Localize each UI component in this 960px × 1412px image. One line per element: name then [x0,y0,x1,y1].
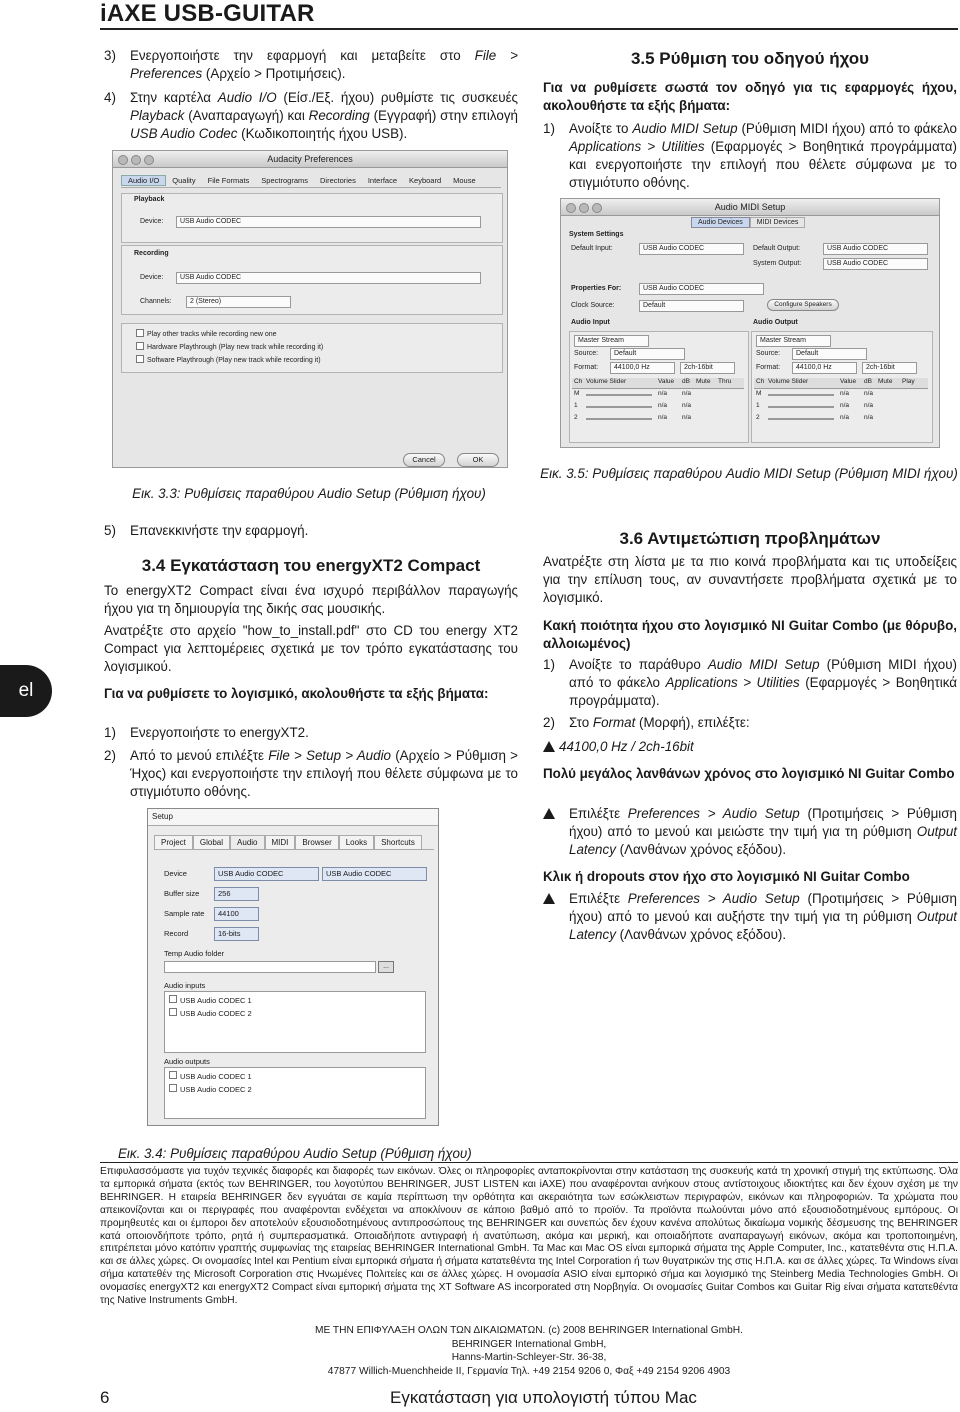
temp-folder-label: Temp Audio folder [164,949,225,958]
quality-step-1 [543,656,957,710]
step-text: Στο Format (Μορφή), επιλέξτε: [569,715,750,730]
format-label: Format: [574,364,599,371]
output-master-stream-select[interactable]: Master Stream [756,335,831,347]
quality-step-2 [543,714,957,732]
configure-speakers-button[interactable]: Configure Speakers [767,299,839,311]
window-title: Setup [148,809,438,826]
step-number: 1) [543,121,555,136]
window-titlebar [561,199,939,216]
address-line: Hanns-Martin-Schleyer-Str. 36-38, [451,1352,607,1363]
tab-audio[interactable]: Audio [230,835,264,849]
default-output-select[interactable]: USB Audio CODEC [823,243,928,255]
recording-group [121,245,503,315]
audacity-preferences-screenshot [112,150,508,468]
input-master-stream-select[interactable]: Master Stream [574,335,649,347]
output-channel-header: Ch Volume Slider Value dB Mute Play [754,378,928,389]
step-number: 2) [543,715,555,730]
header-rule [100,28,958,30]
playback-label: Playback [134,196,165,203]
record-label: Record [164,929,189,938]
output-channel-row: 2 n/a n/a [756,414,874,421]
source-label: Source: [574,350,599,357]
tab-keyboard[interactable]: Keyboard [409,176,442,185]
step-number: 4) [104,90,116,105]
triangle-bullet-icon [543,893,555,904]
channels-select[interactable]: 2 (Stereo) [186,296,291,308]
format-label: Format: [756,364,781,371]
step-text: Ανοίξτε το παράθυρο Audio MIDI Setup (Ρύθμιση MIDI ήχου) από το φάκελο Applications > Utilities (Εφαρμογές > Βοηθητικά προγράμματα). [569,657,957,708]
recording-label: Recording [134,250,169,257]
step-number: 5) [104,523,116,538]
record-bits-select[interactable]: 16-bits [214,927,259,941]
audio-input-item[interactable]: USB Audio CODEC 2 [165,1008,425,1018]
playback-group [121,193,503,243]
tab-looks[interactable]: Looks [339,835,374,849]
step-text: Ενεργοποιήστε την εφαρμογή και μεταβείτε στο File > Preferences (Αρχείο > Προτιμήσεις). [130,48,519,81]
device-label: Device: [140,274,164,281]
audio-midi-setup-screenshot [560,198,940,448]
bullet-text: Επιλέξτε Preferences > Audio Setup (Προτιμήσεις > Ρύθμιση ήχου) από το μενού και αυξήστε την τιμή για τη ρύθμιση Output Latency (Λανθάνων χρόνος εξόδου). [569,891,957,942]
bullet-text: Επιλέξτε Preferences > Audio Setup (Προτιμήσεις > Ρύθμιση ήχου) από το μενού και μειώστε την τιμή για τη ρύθμιση Output Latency (Λανθάνων χρόνος εξόδου). [569,806,957,857]
option-play-other-tracks[interactable]: Play other tracks while recording new one [136,329,277,338]
address-line: 47877 Willich-Muenchheide II, Γερμανία Τηλ. +49 2154 9206 0, Φαξ +49 2154 9206 4903 [327,1365,731,1377]
footer-rule [100,1162,958,1163]
window-title: Audacity Preferences [267,154,353,164]
output-source-select[interactable]: Default [792,348,867,360]
device-tabs [691,217,805,228]
section-3-4-paragraph-2: Ανατρέξτε στο αρχείο "how_to_install.pdf" στο CD του energy XT2 Compact για λεπτομέρειες σχετικά με τον τρόπο εγκατάστασης του λογισμικού. [104,623,518,674]
energyxt-step-1 [104,724,518,742]
buffer-size-label: Buffer size [164,889,200,898]
close-icon [118,155,128,165]
audio-input-pane [569,331,749,443]
audio-input-heading: Audio Input [571,319,610,326]
tab-mouse[interactable]: Mouse [453,176,476,185]
minimize-icon [579,203,589,213]
tab-project[interactable]: Project [154,835,193,849]
input-channel-header: Ch Volume Slider Value dB Mute Thru [572,378,744,389]
source-label: Source: [756,350,781,357]
option-hardware-playthrough[interactable]: Hardware Playthrough (Play new track while recording it) [136,342,323,351]
section-3-6-heading: 3.6 Αντιμετώπιση προβλημάτων [619,529,881,548]
figure-3-4-caption: Εικ. 3.4: Ρυθμίσεις παραθύρου Audio Setup (Ρύθμιση ήχου) [118,1146,472,1161]
page-number: 6 [100,1388,110,1407]
output-channel-row: M n/a n/a [756,390,874,397]
output-channels-select[interactable]: 2ch-16bit [862,362,917,374]
input-channel-row: 2 n/a n/a [574,414,692,421]
step-number: 1) [543,657,555,672]
problem-high-latency-heading: Πολύ μεγάλος λανθάνων χρόνος στο λογισμικό NI Guitar Combo [543,766,955,781]
properties-select[interactable]: USB Audio CODEC [639,283,764,295]
playthrough-options [121,323,503,373]
temp-folder-field[interactable] [164,961,376,973]
audio-outputs-label: Audio outputs [164,1057,210,1066]
step-4 [104,89,518,143]
input-channels-select[interactable]: 2ch-16bit [680,362,735,374]
output-channel-row: 1 n/a n/a [756,402,874,409]
tab-audio-devices[interactable]: Audio Devices [691,217,750,228]
sample-rate-label: Sample rate [164,909,205,918]
step-5 [104,522,518,540]
tab-spectrograms[interactable]: Spectrograms [261,176,308,185]
language-tab-label: el [18,680,34,701]
clicks-bullet [543,890,957,944]
input-source-select[interactable]: Default [610,348,685,360]
tab-interface[interactable]: Interface [367,176,398,185]
audio-output-item[interactable]: USB Audio CODEC 2 [165,1084,425,1094]
step-text: Επανεκκινήστε την εφαρμογή. [130,523,309,538]
problem-clicks-heading: Κλικ ή dropouts στον ήχο στο λογισμικό NI Guitar Combo [543,869,910,884]
section-3-4-heading: 3.4 Εγκατάσταση του energyXT2 Compact [141,556,481,575]
ok-button[interactable]: OK [457,453,499,467]
tab-file-formats[interactable]: File Formats [207,176,250,185]
device-label: Device: [140,218,164,225]
audio-outputs-list [164,1067,426,1119]
company-address [100,1324,958,1378]
step-number: 2) [104,748,116,763]
language-tab [0,665,52,717]
step-text: Από το μενού επιλέξτε File > Setup > Audio (Αρχείο > Ρύθμιση > Ήχος) και ενεργοποιήστε την επιλογή που θέλετε σύμφωνα με το στιγμιότυπο οθόνης. [130,748,518,799]
preferences-tabs [121,175,501,188]
setup-tabs [154,835,434,850]
step-text: Ενεργοποιήστε το energyXT2. [130,725,309,740]
tab-browser[interactable]: Browser [295,835,338,849]
close-icon [566,203,576,213]
default-input-label: Default Input: [571,245,613,252]
tab-audio-io[interactable]: Audio I/O [121,175,166,186]
input-channel-row: M n/a n/a [574,390,692,397]
cancel-button[interactable]: Cancel [403,453,445,467]
clock-source-select[interactable]: Default [639,300,744,312]
audio-inputs-label: Audio inputs [164,981,206,990]
step-text: Ανοίξτε το Audio MIDI Setup (Ρύθμιση MIDI ήχου) από το φάκελο Applications > Utilities (Εφαρμογές > Βοηθητικά προγράμματα) και ενεργοποιήστε την επιλογή που θέλετε σύμφωνα με το στιγμιότυπο οθόνης. [569,121,957,190]
section-3-4-paragraph-1: Το energyXT2 Compact είναι ένα ισχυρό περιβάλλον παραγωγής ήχου για τη δημιουργία της δικής σας μουσικής. [104,583,518,616]
section-3-4-instructions-heading: Για να ρυθμίσετε το λογισμικό, ακολουθήστε τα εξής βήματα: [104,686,489,701]
system-settings-label: System Settings [569,231,624,238]
quality-bullet: 44100,0 Hz / 2ch-16bit [543,738,957,756]
audio-output-heading: Audio Output [753,319,798,326]
problem-poor-quality-heading: Κακή ποιότητα ήχου στο λογισμικό NI Guitar Combo (με θόρυβο, αλλοιωμένος) [543,618,957,651]
tab-global[interactable]: Global [193,835,230,849]
step-3 [104,47,518,83]
energyxt-setup-screenshot [147,808,439,1126]
input-channel-row: 1 n/a n/a [574,402,692,409]
document-title: iAXE USB-GUITAR [100,0,315,27]
audio-output-item[interactable]: USB Audio CODEC 1 [165,1068,425,1084]
device-select-1[interactable]: USB Audio CODEC [214,867,319,881]
energyxt-step-2 [104,747,518,801]
triangle-bullet-icon [543,741,555,752]
section-3-6-paragraph: Ανατρέξτε στη λίστα με τα πιο κοινά προβλήματα και τις υποδείξεις για την επίλυση τους, αν συναντήσετε προβλήματα σχετικά με το λογισμικό. [543,554,957,605]
tab-shortcuts[interactable]: Shortcuts [374,835,422,849]
zoom-icon [592,203,602,213]
latency-bullet [543,805,957,859]
system-output-label: System Output: [753,260,802,267]
device-label: Device [164,869,187,878]
section-3-5-instructions-heading: Για να ρυθμίσετε σωστά τον οδηγό για τις εφαρμογές ήχου, ακολουθήστε τα εξής βήματα: [543,80,957,113]
audio-inputs-list [164,991,426,1053]
default-output-label: Default Output: [753,245,801,252]
section-3-5-heading: 3.5 Ρύθμιση του οδηγού ήχου [630,49,870,68]
audio-input-item[interactable]: USB Audio CODEC 1 [165,992,425,1008]
sample-rate-select[interactable]: 44100 [214,907,259,921]
step-text: Στην καρτέλα Audio I/O (Είσ./Εξ. ήχου) ρυθμίστε τις συσκευές Playback (Αναπαραγωγή) και Recording (Εγγραφή) στην επιλογή USB Audio Codec (Κωδικοποιητής ήχου USB). [130,90,519,141]
audio-output-pane [751,331,933,443]
input-format-select[interactable]: 44100,0 Hz [610,362,675,374]
step-number: 1) [104,725,116,740]
minimize-icon [131,155,141,165]
default-input-select[interactable]: USB Audio CODEC [639,243,744,255]
output-format-select[interactable]: 44100,0 Hz [792,362,857,374]
option-software-playthrough[interactable]: Software Playthrough (Play new track while recording it) [136,355,321,364]
clock-source-label: Clock Source: [571,302,615,309]
system-output-select[interactable]: USB Audio CODEC [823,258,928,270]
legal-disclaimer: Επιφυλασσόμαστε για τυχόν τεχνικές διαφορές και διαφορές των εικόνων. Όλες οι πληροφορίες ανταποκρίνονται στην κατάσταση της συσκευής κατά τη χρονική στιγμή της εκτύπωσης. Όλα τα εμπορικά σήματα (εκτός των BEHRINGER, του λογοτύπου BEHRINGER, JUST LISTEN και iAXE) που αναφέρονται ανήκουν στους αντίστοιχους ιδιοκτήτες και δεν έχουν σχέση με την BEHRINGER. Η εταιρεία BEHRINGER δεν εγγυάται σε καμία περίπτωση την ορθότητα και ακεραιότητα των εσώκλειστων περιγραφών, εικόνων και πληροφοριών. Τα χρώματα που απεικονίζονται και οι περιγραφές που αναφέρονται ενδέχεται να αποκλίνουν σε κάποιο βαθμό από το προϊόν. Τα προϊόντα πωλούνται μόνο από εξουσιοδοτημένους εμπόρους. Οι προμηθευτές και οι έμποροι δεν αποτελούν εξουσιοδοτημένους αντιπροσώπους της BEHRINGER και συνεπώς δεν έχουν κανένα απολύτως δικαίωμα νομικής δέσμευσης της BEHRINGER κατά οποιονδήποτε τρόπο, ρητά ή συμπερασματικά. Οποιαδήποτε αντιγραφή ή ανατύπωση, ακόμα και μερική, και οποιαδήποτε αναπαραγωγή εικόνων, ακόμα και τροποποιημένη, επιτρέπεται μόνο κατόπιν γραπτής συμφωνίας της εταιρείας BEHRINGER International GmbH. Τα Mac και Mac OS είναι εμπορικά σήματα της Apple Computer, Inc., κατατεθέντα στις Η.Π.Α. και σε άλλες χώρες. Οι ονομασίες Intel και Pentium είναι εμπορικά σήματα ή σήματα κατατεθέντα της Intel Corporation ή των θυγατρικών της στις Η.Π.Α. και σε άλλες χώρες. Τα Windows είναι σήμα κατατεθέν της Microsoft Corporation στις Ηνωμένες Πολιτείες και σε άλλες χώρες. Η ονομασία ASIO είναι εμπορικό σήμα και λογισμικό της Steinberg Media Technologies GmbH. Οι ονομασίες energyXT2 και energyXT2 Compact είναι εμπορική σήματα της XT Software AS incorporated στη Νορβηγία. Οι ονομασίες Guitar Combos και Guitar Rig είναι σήματα κατατεθέντα της Native Instruments GmbH. [100,1166,958,1307]
midi-setup-step-1 [543,120,957,192]
browse-button[interactable]: ... [378,961,394,973]
page-footer-title: Εγκατάσταση για υπολογιστή τύπου Mac [390,1388,697,1407]
figure-3-5-caption: Εικ. 3.5: Ρυθμίσεις παραθύρου Audio MIDI Setup (Ρύθμιση MIDI ήχου) [540,466,958,481]
triangle-bullet-icon [543,808,555,819]
buffer-size-select[interactable]: 256 [214,887,259,901]
device-select-2[interactable]: USB Audio CODEC [322,867,427,881]
playback-device-select[interactable]: USB Audio CODEC [176,216,481,228]
window-titlebar [113,151,507,168]
step-number: 3) [104,48,116,63]
recording-device-select[interactable]: USB Audio CODEC [176,272,481,284]
copyright-line: ΜΕ ΤΗΝ ΕΠΙΦΥΛΑΞΗ ΟΛΩΝ ΤΩΝ ΔΙΚΑΙΩΜΑΤΩΝ. (c) 2008 BEHRINGER International GmbH. [314,1325,743,1336]
zoom-icon [144,155,154,165]
tab-quality[interactable]: Quality [172,176,196,185]
figure-3-3-caption: Εικ. 3.3: Ρυθμίσεις παραθύρου Audio Setup (Ρύθμιση ήχου) [132,486,486,501]
address-line: BEHRINGER International GmbH, [451,1338,607,1350]
properties-label: Properties For: [571,285,622,292]
tab-midi-devices[interactable]: MIDI Devices [750,217,806,228]
tab-midi[interactable]: MIDI [265,835,296,849]
tab-directories[interactable]: Directories [319,176,356,185]
window-title: Audio MIDI Setup [714,202,786,212]
channels-label: Channels: [140,298,172,305]
